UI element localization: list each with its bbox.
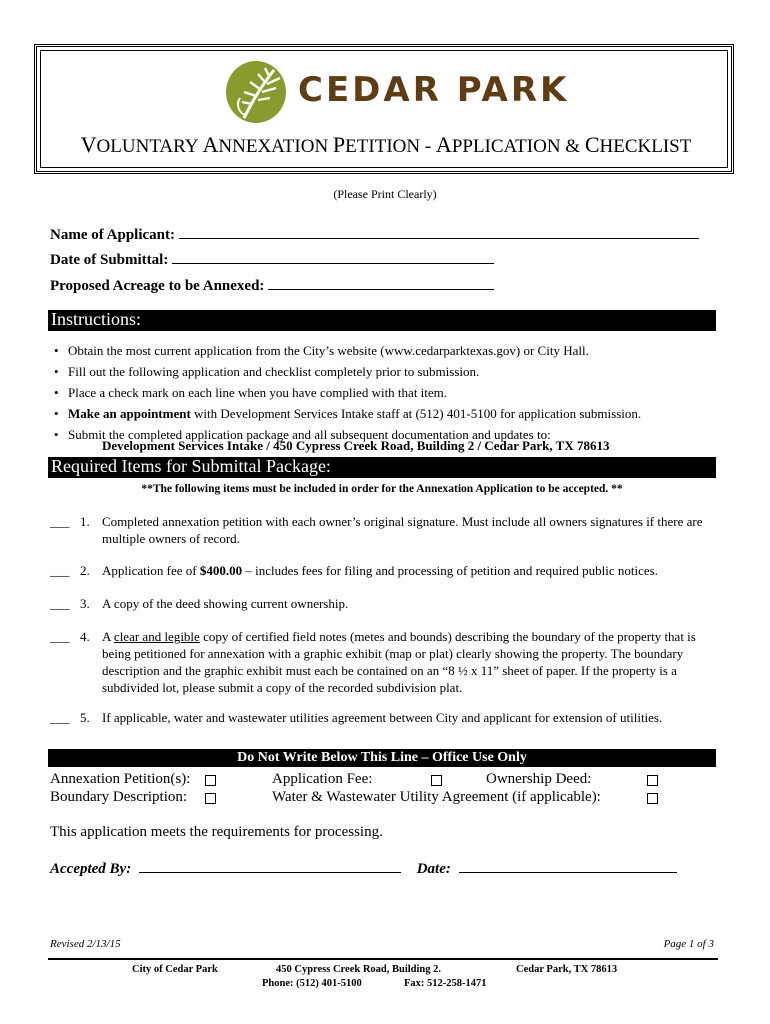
accepted-by-field[interactable]: Accepted By: Date: (50, 858, 677, 878)
boundary-description-label: Boundary Description: (50, 789, 188, 805)
checklist-item-4[interactable]: ___ 4. A clear and legible copy of certified field notes (metes and bounds) describing the boundary of the property that is being petitioned for annexation with a graphic exhibit (map or plat) clearly showing the property. The boundary description and the graphic exhibit must each be contained on an “8 ½ x 11” sheet of paper. If the property is a subdivided lot, please submit a copy of the recorded subdivision plat. (50, 629, 696, 695)
check-blank[interactable]: ___ (50, 563, 70, 578)
check-blank[interactable]: ___ (50, 710, 70, 725)
list-item: • Submit the completed application package and all subsequent documentation and updates to: (52, 424, 722, 445)
annexation-petitions-checkbox[interactable] (205, 775, 216, 786)
list-item: • Fill out the following application and checklist completely prior to submission. (52, 361, 722, 382)
check-blank[interactable]: ___ (50, 596, 70, 611)
date-label: Date of Submittal: (50, 252, 169, 268)
list-item: • Place a check mark on each line when you have complied with that item. (52, 382, 722, 403)
footer-city: City of Cedar Park (132, 964, 218, 975)
print-clearly-note: (Please Print Clearly) (333, 187, 437, 201)
checklist-item-1[interactable]: ___ 1. Completed annexation petition with each owner’s original signature. Must include all owners signatures if there are multiple owners of record. (50, 514, 703, 546)
acreage-label: Proposed Acreage to be Annexed: (50, 278, 265, 294)
applicant-name-field[interactable] (50, 224, 699, 244)
cedar-park-logo (222, 58, 570, 126)
water-agreement-checkbox[interactable] (647, 793, 658, 804)
list-item: • Make an appointment with Development Services Intake staff at (512) 401-5100 for application submission. (52, 403, 722, 424)
application-fee-label: Application Fee: (272, 771, 373, 787)
accepted-by-line[interactable] (139, 858, 401, 873)
cedar-leaf-icon (222, 58, 292, 126)
instructions-heading: Instructions: (48, 310, 716, 331)
footer-fax: Fax: 512-258-1471 (404, 978, 487, 989)
water-agreement-label: Water & Wastewater Utility Agreement (if applicable): (272, 789, 601, 805)
required-note: **The following items must be included in order for the Annexation Application to be accepted. ** (141, 483, 623, 495)
application-fee-checkbox[interactable] (431, 775, 442, 786)
page-title: VOLUNTARY ANNEXATION PETITION - APPLICATION & CHECKLIST (80, 132, 692, 157)
date-line[interactable] (459, 858, 677, 873)
office-use-heading: Do Not Write Below This Line – Office Use Only (48, 749, 716, 767)
checklist-item-5[interactable]: ___ 5. If applicable, water and wastewater utilities agreement between City and applicant for extension of utilities. (50, 710, 663, 725)
footer-divider (48, 958, 718, 960)
acreage-field[interactable] (50, 275, 494, 295)
checklist-item-2[interactable]: ___ 2. Application fee of $400.00 – includes fees for filing and processing of petition and required public notices. (50, 563, 658, 578)
page-number: Page 1 of 3 (663, 938, 714, 950)
footer-phone: Phone: (512) 401-5100 (262, 978, 362, 989)
check-blank[interactable]: ___ (50, 629, 70, 644)
checklist-item-3[interactable]: ___ 3. A copy of the deed showing current ownership. (50, 596, 349, 611)
ownership-deed-checkbox[interactable] (647, 775, 658, 786)
applicant-label: Name of Applicant: (50, 227, 175, 243)
logo-text: CEDAR PARK (298, 70, 570, 110)
list-item: • Obtain the most current application from the City’s website (www.cedarparktexas.gov) or City Hall. (52, 340, 722, 361)
ownership-deed-label: Ownership Deed: (486, 771, 592, 787)
intake-address: Development Services Intake / 450 Cypress Creek Road, Building 2 / Cedar Park, TX 78613 (102, 438, 610, 453)
revision-date: Revised 2/13/15 (50, 938, 121, 950)
requirements-statement: This application meets the requirements for processing. (50, 824, 383, 840)
footer-city-state: Cedar Park, TX 78613 (516, 964, 618, 975)
check-blank[interactable]: ___ (50, 514, 70, 529)
applicant-line[interactable] (179, 224, 699, 239)
instructions-list (52, 340, 722, 445)
boundary-description-checkbox[interactable] (205, 793, 216, 804)
annexation-petitions-row: Annexation Petition(s): (50, 771, 191, 787)
submittal-date-field[interactable] (50, 249, 494, 269)
required-items-heading: Required Items for Submittal Package: (48, 457, 716, 478)
footer-address: 450 Cypress Creek Road, Building 2. (276, 964, 442, 975)
date-line[interactable] (172, 249, 494, 264)
acreage-line[interactable] (268, 275, 494, 290)
